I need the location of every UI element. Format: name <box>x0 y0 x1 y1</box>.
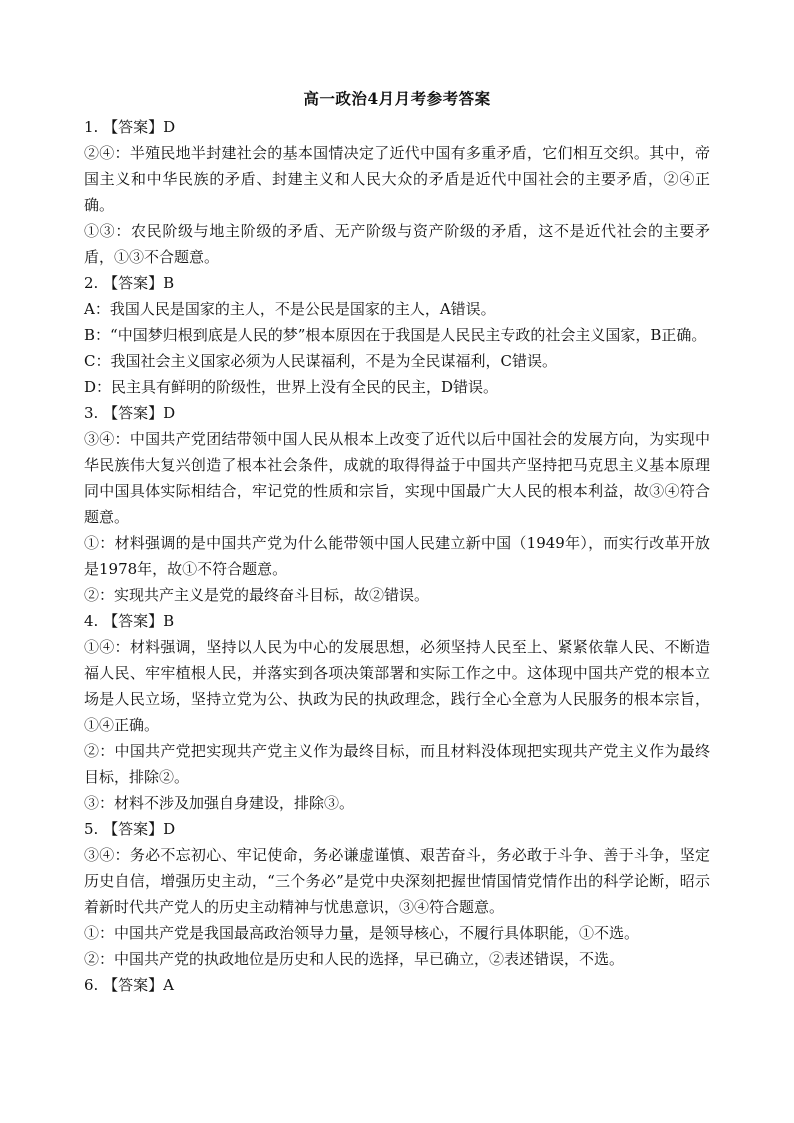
answer-line: 2. 【答案】B <box>84 274 175 292</box>
explanation-paragraph: ②：中国共产党的执政地位是历史和人民的选择，早已确立，②表述错误，不选。 <box>84 950 625 968</box>
answer-line: 4. 【答案】B <box>84 612 175 630</box>
question-3 <box>84 400 710 608</box>
explanation-paragraph: ②④：半殖民地半封建社会的基本国情决定了近代中国有多重矛盾，它们相互交织。其中，帝国主义和中华民族的矛盾、封建主义和人民大众的矛盾是近代中国社会的主要矛盾，②④正确。 <box>84 144 710 214</box>
question-4 <box>84 608 710 816</box>
explanation-paragraph: ①④：材料强调，坚持以人民为中心的发展思想，必须坚持人民至上、紧紧依靠人民、不断造福人民、牢牢植根人民，并落实到各项决策部署和实际工作之中。这体现中国共产党的根本立场是人民立场，坚持立党为公、执政为民的执政理念，践行全心全意为人民服务的根本宗旨，①④正确。 <box>84 638 710 734</box>
answer-line: 6. 【答案】A <box>84 976 174 994</box>
explanation-paragraph: ③④：务必不忘初心、牢记使命，务必谦虚谨慎、艰苦奋斗，务必敢于斗争、善于斗争，坚定历史自信，增强历史主动，“三个务必”是党中央深刻把握世情国情党情作出的科学论断，昭示着新时代共产党人的历史主动精神与忧患意识，③④符合题意。 <box>84 846 710 916</box>
question-6 <box>84 972 710 998</box>
answer-line: 3. 【答案】D <box>84 404 176 422</box>
question-1 <box>84 114 710 270</box>
explanation-paragraph: ③：材料不涉及加强自身建设，排除③。 <box>84 794 355 812</box>
question-2 <box>84 270 710 400</box>
explanation-paragraph: ①③：农民阶级与地主阶级的矛盾、无产阶级与资产阶级的矛盾，这不是近代社会的主要矛盾，①③不合题意。 <box>84 222 710 266</box>
explanation-paragraph: ①：材料强调的是中国共产党为什么能带领中国人民建立新中国（1949年），而实行改革开放是1978年，故①不符合题意。 <box>84 534 710 578</box>
explanation-paragraph: B：“中国梦归根到底是人民的梦”根本原因在于我国是人民民主专政的社会主义国家，B正确。 <box>84 326 707 344</box>
answer-line: 1. 【答案】D <box>84 118 176 136</box>
explanation-paragraph: ②：实现共产主义是党的最终奋斗目标，故②错误。 <box>84 586 430 604</box>
document-title: 高一政治4月月考参考答案 <box>303 89 491 108</box>
explanation-paragraph: ③④：中国共产党团结带领中国人民从根本上改变了近代以后中国社会的发展方向，为实现中华民族伟大复兴创造了根本社会条件，成就的取得得益于中国共产坚持把马克思主义基本原理同中国具体实际相结合，牢记党的性质和宗旨，实现中国最广大人民的根本利益，故③④符合题意。 <box>84 430 710 526</box>
explanation-paragraph: ②：中国共产党把实现共产党主义作为最终目标，而且材料没体现把实现共产党主义作为最终目标，排除②。 <box>84 742 710 786</box>
question-5 <box>84 816 710 972</box>
explanation-paragraph: C：我国社会主义国家必须为人民谋福利，不是为全民谋福利，C错误。 <box>84 352 557 370</box>
explanation-paragraph: ①：中国共产党是我国最高政治领导力量，是领导核心，不履行具体职能，①不选。 <box>84 924 640 942</box>
answer-line: 5. 【答案】D <box>84 820 176 838</box>
explanation-paragraph: A：我国人民是国家的主人，不是公民是国家的主人，A错误。 <box>84 300 496 318</box>
explanation-paragraph: D：民主具有鲜明的阶级性，世界上没有全民的民主，D错误。 <box>84 378 499 396</box>
